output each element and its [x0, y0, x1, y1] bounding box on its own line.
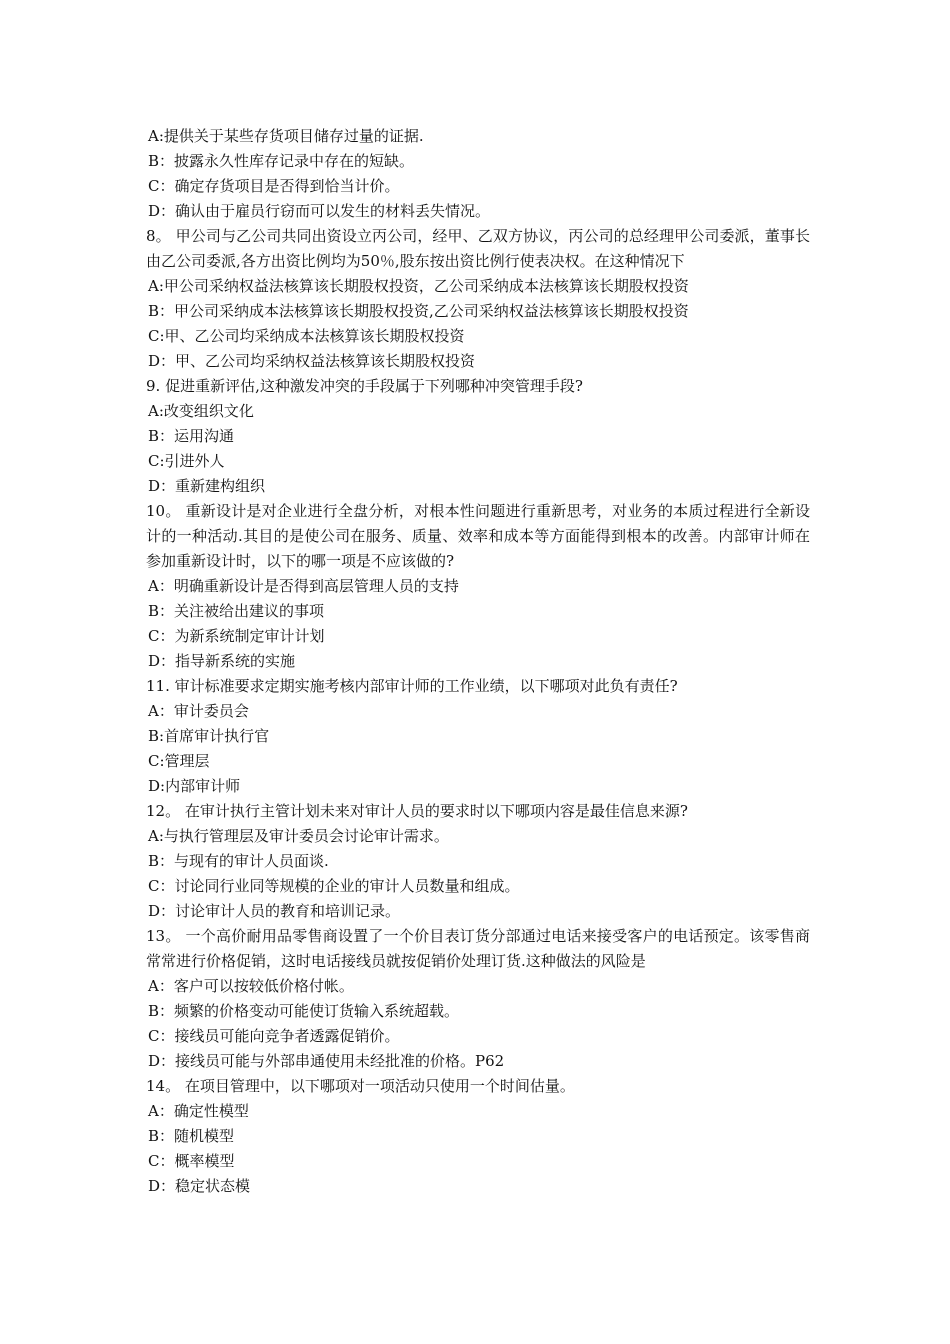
option-line: D：重新建构组织 — [148, 477, 266, 495]
question-text: 9. 促进重新评估,这种激发冲突的手段属于下列哪种冲突管理手段? — [146, 377, 583, 395]
question-text: 10。 重新设计是对企业进行全盘分析，对根本性问题进行重新思考，对业务的本质过程进行全新设计的一种活动.其目的是使公司在服务、质量、效率和成本等方面能得到根本的改善。内部审计师在参加重新设计时，以下的哪一项是不应该做的? — [146, 502, 810, 570]
option-line: C:管理层 — [148, 752, 210, 770]
question-text: 8。 甲公司与乙公司共同出资设立丙公司，经甲、乙双方协议，丙公司的总经理甲公司委派，董事长由乙公司委派,各方出资比例均为50％,股东按出资比例行使表决权。在这种情况下 — [146, 227, 810, 270]
option-line: D：指导新系统的实施 — [148, 652, 296, 670]
option-line: B：频繁的价格变动可能使订货输入系统超载。 — [148, 1002, 460, 1020]
option-line: A：确定性模型 — [148, 1102, 249, 1120]
question-text: 13。 一个高价耐用品零售商设置了一个价目表订货分部通过电话来接受客户的电话预定。该零售商常常进行价格促销，这时电话接线员就按促销价处理订货.这种做法的风险是 — [146, 927, 810, 970]
question-text: 11. 审计标准要求定期实施考核内部审计师的工作业绩，以下哪项对此负有责任? — [146, 677, 678, 695]
option-line: B：运用沟通 — [148, 427, 235, 445]
option-line: D：讨论审计人员的教育和培训记录。 — [148, 902, 401, 920]
option-line: D：确认由于雇员行窃而可以发生的材料丢失情况。 — [148, 202, 491, 220]
option-line: B：随机模型 — [148, 1127, 235, 1145]
option-line: B：关注被给出建议的事项 — [148, 602, 325, 620]
option-line: C：为新系统制定审计计划 — [148, 627, 325, 645]
option-line: C：确定存货项目是否得到恰当计价。 — [148, 177, 400, 195]
option-line: C：讨论同行业同等规模的企业的审计人员数量和组成。 — [148, 877, 520, 895]
option-line: C:甲、乙公司均采纳成本法核算该长期股权投资 — [148, 327, 465, 345]
option-line: B:首席审计执行官 — [148, 727, 270, 745]
question-text: 14。 在项目管理中，以下哪项对一项活动只使用一个时间估量。 — [146, 1077, 575, 1095]
document-page — [146, 124, 810, 1199]
option-line: D：接线员可能与外部串通使用未经批准的价格。P62 — [148, 1052, 505, 1070]
option-line: B：与现有的审计人员面谈. — [148, 852, 329, 870]
option-line: A：明确重新设计是否得到高层管理人员的支持 — [148, 577, 459, 595]
option-line: B：甲公司采纳成本法核算该长期股权投资,乙公司采纳权益法核算该长期股权投资 — [148, 302, 689, 320]
option-line: C：接线员可能向竞争者透露促销价。 — [148, 1027, 400, 1045]
option-line: A:提供关于某些存货项目储存过量的证据. — [148, 127, 424, 145]
option-line: A:甲公司采纳权益法核算该长期股权投资，乙公司采纳成本法核算该长期股权投资 — [148, 277, 689, 295]
option-line: D：甲、乙公司均采纳权益法核算该长期股权投资 — [148, 352, 476, 370]
option-line: A:改变组织文化 — [148, 402, 254, 420]
option-line: A:与执行管理层及审计委员会讨论审计需求。 — [148, 827, 449, 845]
question-text: 12。 在审计执行主管计划未来对审计人员的要求时以下哪项内容是最佳信息来源? — [146, 802, 688, 820]
option-line: A：客户可以按较低价格付帐。 — [148, 977, 354, 995]
option-line: A：审计委员会 — [148, 702, 249, 720]
option-line: D:内部审计师 — [148, 777, 241, 795]
option-line: C:引进外人 — [148, 452, 225, 470]
option-line: D：稳定状态模 — [148, 1177, 251, 1195]
option-line: C：概率模型 — [148, 1152, 235, 1170]
option-line: B：披露永久性库存记录中存在的短缺。 — [148, 152, 415, 170]
